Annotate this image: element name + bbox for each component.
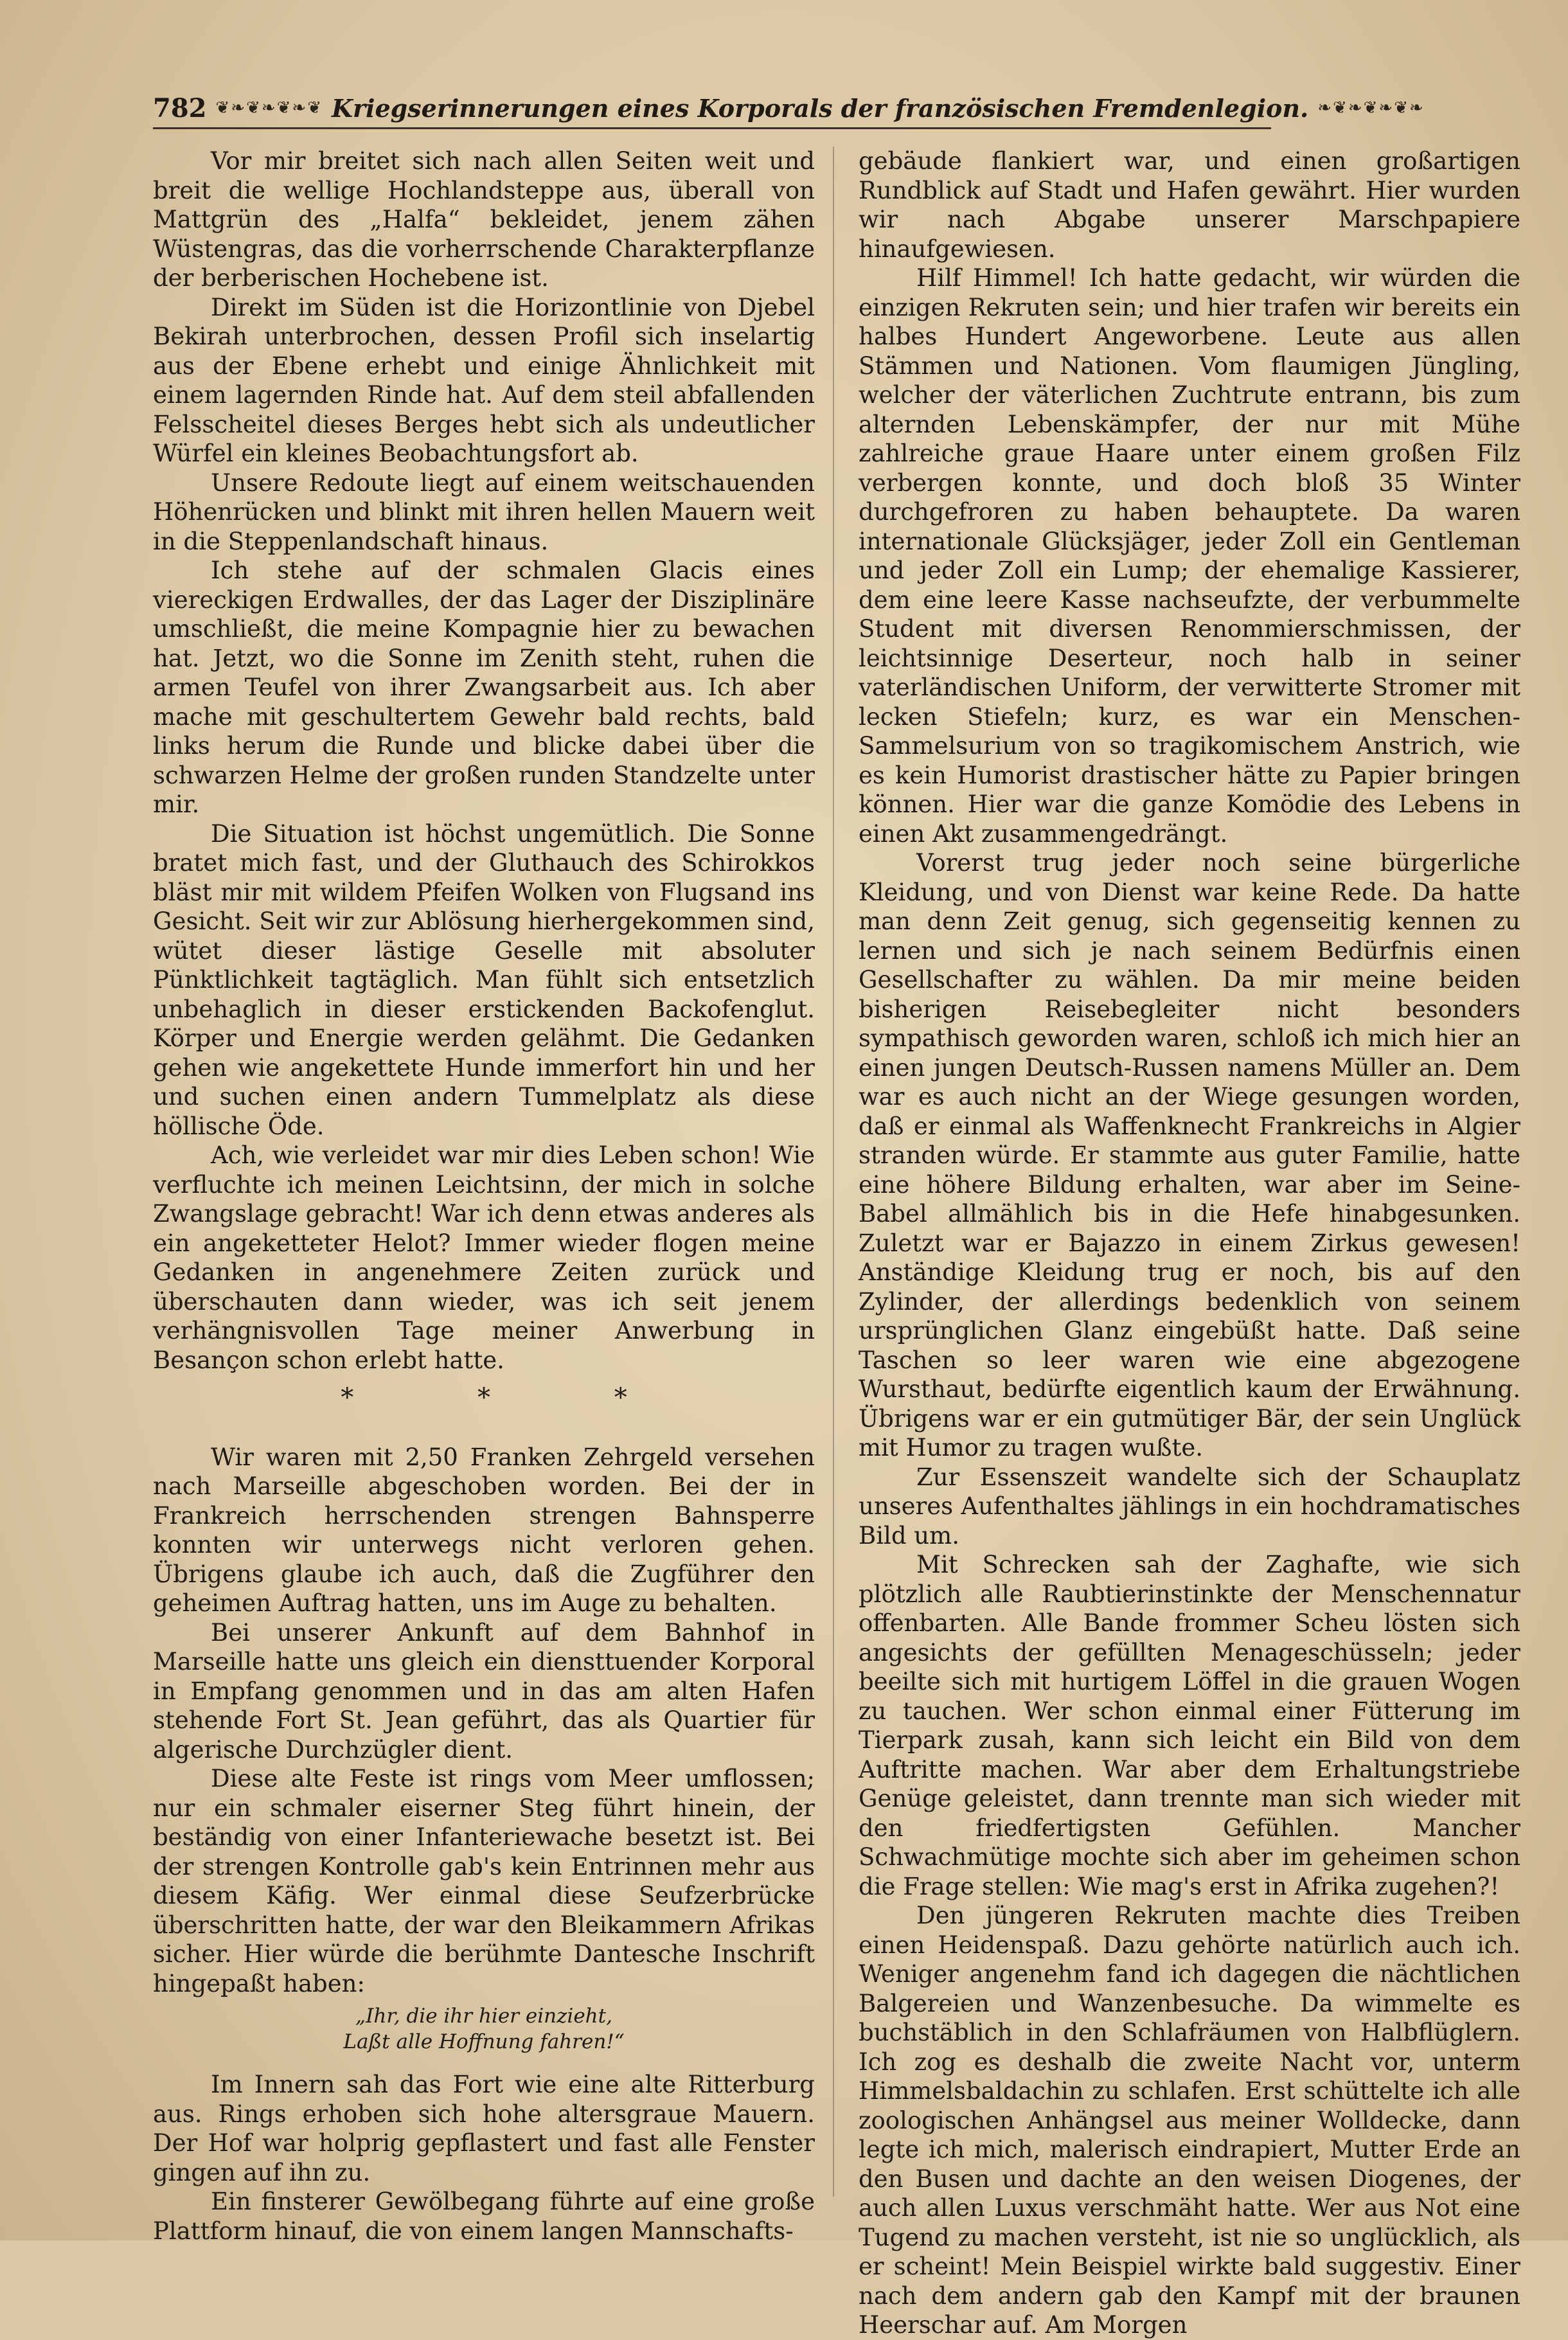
- paragraph: Ein finsterer Gewölbegang führte auf eine große Plattform hinauf, die von einem langen Mannschafts-: [153, 2188, 815, 2245]
- paragraph: Hilf Himmel! Ich hatte gedacht, wir würden die einzigen Rekruten sein; und hier trafen wir bereits ein halbes Hundert Angeworbene. Leute aus allen Stämmen und Nationen. Vom flaumigen Jüngling, welcher der väterlichen Zuchtrute entrann, bis zum alternden Lebenskämpfer, der nur mit Mühe zahlreiche graue Haare unter einem großen Filz verbergen konnte, und doch bloß 35 Winter durchgefroren zu haben behauptete. Da waren internationale Glücksjäger, jeder Zoll ein Gentleman und jeder Zoll ein Lump; der ehemalige Kassierer, dem eine leere Kasse nachseufzte, der verbummelte Student mit diversen Renommierschmissen, der leichtsinnige Deserteur, noch halb in seiner vaterländischen Uniform, der verwitterte Stromer mit lecken Stiefeln; kurz, es war ein Menschen-Sammelsurium von so tragikomischem Anstrich, wie es kein Humorist drastischer hätte zu Papier bringen können. Hier war die ganze Komödie des Lebens in einen Akt zusammengedrängt.: [859, 264, 1520, 848]
- dante-quote: [153, 2003, 815, 2055]
- paragraph: Direkt im Süden ist die Horizontlinie von Djebel Bekirah unterbrochen, dessen Profil sich inselartig aus der Ebene erhebt und einige Ähnlichkeit mit einem lagernden Rinde hat. Auf dem steil abfallenden Felsscheitel dieses Berges hebt sich als undeutlicher Würfel ein kleines Beobachtungsfort ab.: [153, 293, 815, 467]
- paragraph: Vorerst trug jeder noch seine bürgerliche Kleidung, und von Dienst war keine Rede. Da hatte man denn Zeit genug, sich gegenseitig kennen zu lernen und sich je nach seinem Bedürfnis einen Gesellschafter zu wählen. Da mir meine beiden bisherigen Reisebegleiter nicht besonders sympathisch geworden waren, schloß ich mich hier an einen jungen Deutsch-Russen namens Müller an. Dem war es auch nicht an der Wiege gesungen worden, daß er einmal als Waffenknecht Frankreichs in Algier stranden würde. Er stammte aus guter Familie, hatte eine höhere Bildung erhalten, war aber im Seine-Babel allmählich bis in die Hefe hinabgesunken. Zuletzt war er Bajazzo in einem Zirkus gewesen! Anständige Kleidung trug er noch, bis auf den Zylinder, der allerdings bedenklich von seinem ursprünglichen Glanz eingebüßt hatte. Daß seine Taschen so leer waren wie eine abgezogene Wursthaut, bedürfte eigentlich kaum der Erwähnung. Übrigens war er ein gutmütiger Bär, der sein Unglück mit Humor zu tragen wußte.: [859, 849, 1520, 1461]
- paragraph: Ich stehe auf der schmalen Glacis eines viereckigen Erdwalles, der das Lager der Disziplinäre umschließt, die meine Kompagnie hier zu bewachen hat. Jetzt, wo die Sonne im Zenith steht, ruhen die armen Teufel von ihrer Zwangsarbeit aus. Ich aber mache mit geschultertem Gewehr bald rechts, bald links herum die Runde und blicke dabei über die schwarzen Helme der großen runden Standzelte unter mir.: [153, 557, 815, 818]
- paragraph: Vor mir breitet sich nach allen Seiten weit und breit die wellige Hochlandsteppe aus, überall von Mattgrün des „Halfa“ bekleidet, jenem zähen Wüstengras, das die vorherrschende Charakterpflanze der berberischen Hochebene ist.: [153, 147, 815, 292]
- column-gutter: [833, 147, 834, 2197]
- paragraph: Ach, wie verleidet war mir dies Leben schon! Wie verfluchte ich meinen Leichtsinn, der mich in solche Zwangslage gebracht! War ich denn etwas anderes als ein angeketteter Helot? Immer wieder flogen meine Gedanken in angenehmere Zeiten zurück und überschauten dann wieder, was ich seit jenem verhängnisvollen Tage meiner Anwerbung in Besançon schon erlebt hatte.: [153, 1141, 815, 1374]
- paragraph: gebäude flankiert war, und einen großartigen Rundblick auf Stadt und Hafen gewährt. Hier wurden wir nach Abgabe unserer Marschpapiere hinaufgewiesen.: [859, 147, 1520, 263]
- section-divider: * * *: [341, 1383, 685, 1413]
- paragraph: Im Innern sah das Fort wie eine alte Ritterburg aus. Rings erhoben sich hohe altersgraue Mauern. Der Hof war holprig gepflastert und fast alle Fenster gingen auf ihn zu.: [153, 2071, 815, 2186]
- right-column: [859, 147, 1520, 2340]
- paragraph: Unsere Redoute liegt auf einem weitschauenden Höhenrücken und blinkt mit ihren hellen Mauern weit in die Steppenlandschaft hinaus.: [153, 469, 815, 555]
- page-header: [153, 89, 1425, 127]
- header-rule: [153, 127, 1271, 129]
- paragraph: Wir waren mit 2,50 Franken Zehrgeld versehen nach Marseille abgeschoben worden. Bei der in Frankreich herrschenden strengen Bahnsperre konnten wir unterwegs nicht verloren gehen. Übrigens glaube ich auch, daß die Zugführer den geheimen Auftrag hatten, uns im Auge zu behalten.: [153, 1443, 815, 1617]
- quote-line: Laßt alle Hoffnung fahren!“: [343, 2030, 625, 2053]
- page-number: 782: [153, 93, 207, 123]
- ornament-right: ❧❦❧❦❧❦❧: [1317, 98, 1425, 118]
- paragraph: Den jüngeren Rekruten machte dies Treiben einen Heidenspaß. Dazu gehörte natürlich auch ich. Weniger angenehm fand ich dagegen die nächtlichen Balgereien und Wanzenbesuche. Da wimmelte es buchstäblich in den Schlafräumen von Halbflüglern. Ich zog es deshalb die zweite Nacht vor, unterm Himmelsbaldachin zu schlafen. Erst schüttelte ich alle zoologischen Anhängsel aus meiner Wolldecke, dann legte ich mich, malerisch eindrapiert, Mutter Erde an den Busen und dachte an den weisen Diogenes, der auch allen Luxus verschmäht hatte. Wer aus Not eine Tugend zu machen versteht, ist nie so unglücklich, als er scheint! Mein Beispiel wirkte bald suggestiv. Einer nach dem andern gab den Kampf mit der braunen Heerschar auf. Am Morgen: [859, 1902, 1520, 2339]
- paragraph: Zur Essenszeit wandelte sich der Schauplatz unseres Aufenthaltes jählings in ein hochdramatisches Bild um.: [859, 1463, 1520, 1550]
- left-column: [153, 147, 815, 2246]
- ornament-left: ❦❧❦❧❦❧❦: [215, 98, 323, 118]
- paragraph: Diese alte Feste ist rings vom Meer umflossen; nur ein schmaler eiserner Steg führt hinein, der beständig von einer Infanteriewache besetzt ist. Bei der strengen Kontrolle gab's kein Entrinnen mehr aus diesem Käfig. Wer einmal diese Seufzerbrücke überschritten hatte, der war den Bleikammern Afrikas sicher. Hier würde die berühmte Dantesche Inschrift hingepaßt haben:: [153, 1765, 815, 1997]
- paragraph: Bei unserer Ankunft auf dem Bahnhof in Marseille hatte uns gleich ein diensttuender Korporal in Empfang genommen und in das am alten Hafen stehende Fort St. Jean geführt, das als Quartier für algerische Durchzügler dient.: [153, 1618, 815, 1764]
- running-title: Kriegserinnerungen eines Korporals der französischen Fremdenlegion.: [332, 93, 1309, 123]
- paragraph: Die Situation ist höchst ungemütlich. Die Sonne bratet mich fast, und der Gluthauch des Schirokkos bläst mir mit wildem Pfeifen Wolken von Flugsand ins Gesicht. Seit wir zur Ablösung hierhergekommen sind, wütet dieser lästige Geselle mit absoluter Pünktlichkeit tagtäglich. Man fühlt sich entsetzlich unbehaglich in dieser erstickenden Backofenglut. Körper und Energie werden gelähmt. Die Gedanken gehen wie angekettete Hunde immerfort hin und her und suchen einen andern Tummelplatz als diese höllische Öde.: [153, 819, 815, 1140]
- paragraph: Mit Schrecken sah der Zaghafte, wie sich plötzlich alle Raubtierinstinkte der Menschennatur offenbarten. Alle Bande frommer Scheu lösten sich angesichts der gefüllten Menageschüsseln; jeder beeilte sich mit hurtigem Löffel in die grauen Wogen zu tauchen. Wer schon einmal einer Fütterung im Tierpark zusah, kann sich leicht ein Bild von dem Auftritte machen. War aber dem Erhaltungstriebe Genüge geleistet, dann trennte man sich wieder mit den friedfertigsten Gefühlen. Mancher Schwachmütige mochte sich aber im geheimen schon die Frage stellen: Wie mag's erst in Afrika zugehen?!: [859, 1551, 1520, 1900]
- quote-line: „Ihr, die ihr hier einzieht,: [355, 2005, 612, 2028]
